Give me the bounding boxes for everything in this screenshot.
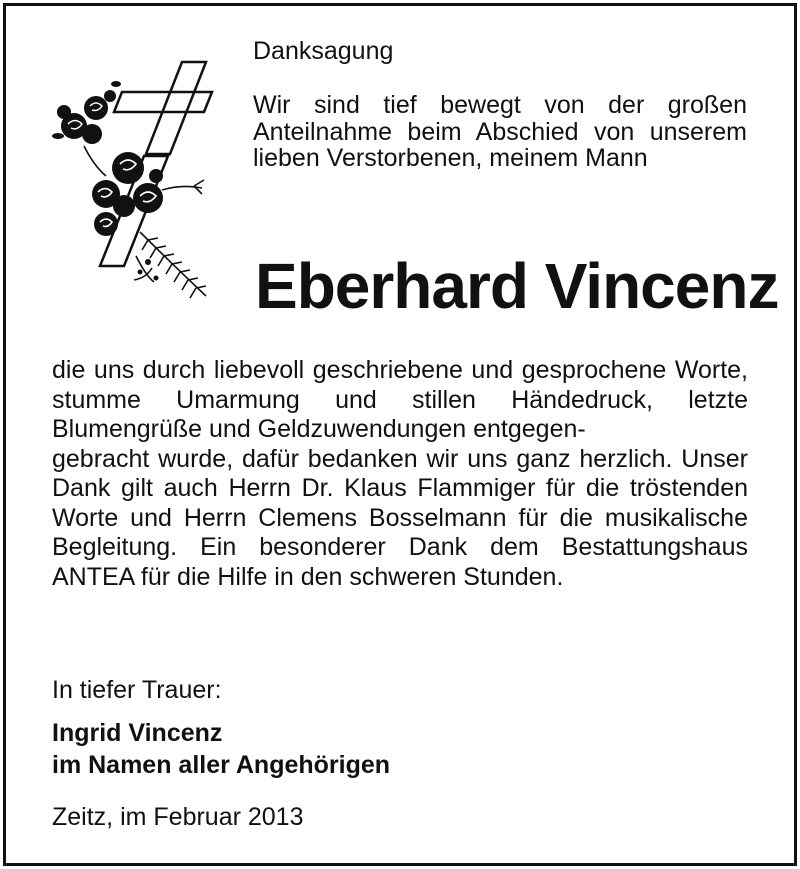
signer-note: im Namen aller Angehörigen — [52, 751, 391, 779]
notice-heading: Danksagung — [253, 37, 394, 65]
cross-with-roses-icon — [44, 56, 224, 306]
intro-text: Wir sind tief bewegt von der großen Anteilnahme beim Abschied von unserem lieben Verstorbenen, meinem Mann — [253, 91, 747, 172]
body-text: die uns durch liebevoll geschriebene und gesprochene Worte, stumme Umarmung und stillen Händedruck, letzte Blumengrüße und Geldzuwendungen entgegen- gebracht wurde, dafür bedanken wir uns ganz herzlich. Unser Dank gilt auch Herrn Dr. Klaus Flammiger für die tröstenden Worte und Herrn Clemens Bosselmann für die musikalische Begleitung. Ein besonderer Dank dem Bestattungshaus ANTEA für die Hilfe in den schweren Stunden. — [52, 356, 748, 591]
closing-line: In tiefer Trauer: — [52, 676, 222, 704]
deceased-name: Eberhard Vincenz — [255, 250, 779, 322]
signer-block — [52, 717, 390, 781]
signer-name: Ingrid Vincenz — [52, 719, 223, 747]
place-date: Zeitz, im Februar 2013 — [52, 803, 304, 831]
